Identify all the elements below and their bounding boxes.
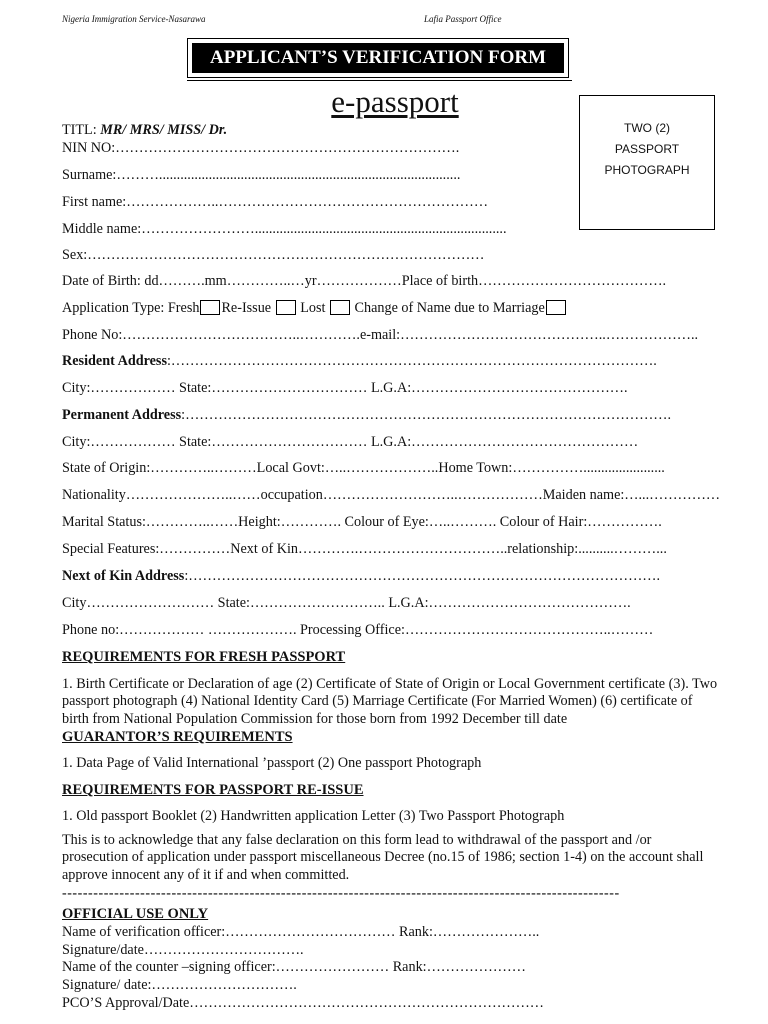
official-use-title: OFFICIAL USE ONLY: [62, 906, 209, 922]
first-name-field[interactable]: First name:………………..…………………………………………………: [62, 194, 489, 210]
form-title-box: [187, 38, 569, 78]
header-right: Lafia Passport Office: [424, 14, 502, 24]
resident-address-field[interactable]: [62, 353, 657, 370]
guarantor-requirements-text: 1. Data Page of Valid International ’passport (2) One passport Photograph: [62, 755, 482, 771]
permanent-address-label: Permanent Address: [62, 407, 182, 423]
verification-officer-field[interactable]: Name of verification officer:……………………………… Rank:…………………..: [62, 924, 540, 940]
nok-city-field[interactable]: City……………………… State:……………………….. L.G.A:…………………………………….: [62, 595, 631, 611]
fresh-checkbox[interactable]: [200, 300, 220, 315]
special-features-field[interactable]: Special Features:……………Next of Kin………….…………………………..relationship:..........………...: [62, 541, 667, 557]
guarantor-requirements-title: GUARANTOR’S REQUIREMENTS: [62, 729, 293, 745]
surname-field[interactable]: Surname:……….....................................................................................: [62, 167, 461, 183]
title-options: MR/ MRS/ MISS/ Dr.: [100, 122, 228, 138]
lost-label: Lost: [296, 300, 329, 316]
counter-signing-officer-field[interactable]: Name of the counter –signing officer:…………………… Rank:…………………: [62, 959, 526, 975]
fresh-requirements-title: REQUIREMENTS FOR FRESH PASSPORT: [62, 649, 346, 665]
acknowledgement-text: This is to acknowledge that any false declaration on this form lead to withdrawal of the passport and /or prosecution of application under passport miscellaneous Decree (no.15 of 1986; section 1-4) on the account shall approve innocent any of it if and when committed.: [62, 832, 704, 883]
reissue-checkbox[interactable]: [276, 300, 296, 315]
nin-field[interactable]: NIN NO:……………………………………………………………….: [62, 140, 460, 156]
sex-field[interactable]: Sex:…………………………………………………………………………: [62, 247, 485, 263]
fresh-requirements-text: 1. Birth Certificate or Declaration of age (2) Certificate of State of Origin or Local Government certificate (3). Two passport photograph (4) National Identity Card (5) Marriage Certificate (For Married Women) (6) certificate of birth from National Population Commission for those born from 1992 December till date: [62, 676, 718, 727]
title-divider: [187, 80, 572, 81]
photo-box-line3: PHOTOGRAPH: [604, 163, 690, 177]
permanent-address-field[interactable]: [62, 407, 671, 424]
reissue-label: Re-Issue: [221, 300, 275, 316]
nationality-field[interactable]: Nationality…………………..……occupation………………………..………………Maiden name:…...……………: [62, 487, 721, 503]
dashed-divider: -----------------------------------------------------------------------------------------------------------: [62, 886, 620, 901]
lost-checkbox[interactable]: [330, 300, 350, 315]
phone-email-field[interactable]: Phone No:………………………………..………….e-mail:……………………………………..………………..: [62, 327, 699, 343]
resident-address-label: Resident Address: [62, 353, 167, 369]
resident-address-dots: :………………………………………………………………………………………….: [166, 353, 657, 369]
nok-address-label: Next of Kin Address: [62, 568, 185, 584]
nok-address-dots: :……………………………………………………………………………………….: [184, 568, 660, 584]
marital-field[interactable]: Marital Status:…………..……Height:…………. Colour of Eye:…..………. Colour of Hair:…………….: [62, 514, 662, 530]
middle-name-field[interactable]: Middle name:…………………….......................................................................: [62, 221, 507, 237]
epassport-subtitle: e-passport: [331, 84, 459, 119]
title-field[interactable]: [62, 122, 227, 139]
change-name-checkbox[interactable]: [546, 300, 566, 315]
change-name-label: Change of Name due to Marriage: [350, 300, 545, 316]
reissue-requirements-text: 1. Old passport Booklet (2) Handwritten application Letter (3) Two Passport Photograph: [62, 808, 565, 824]
app-type-label: Application Type: Fresh: [62, 300, 200, 316]
title-label: TITL:: [62, 122, 101, 138]
passport-photo-box: [579, 95, 715, 230]
dob-field[interactable]: Date of Birth: dd……….mm…………..…yr………………Place of birth………………………………….: [62, 273, 667, 289]
resident-city-field[interactable]: City:……………… State:…………………………… L.G.A:……………………………………….: [62, 380, 628, 396]
pco-approval-field[interactable]: PCO’S Approval/Date…………………………………………………………………: [62, 995, 544, 1011]
origin-field[interactable]: State of Origin:…………..………Local Govt:…..………………..Home Town:…………….......................: [62, 460, 665, 476]
form-title: APPLICANT’S VERIFICATION FORM: [192, 43, 564, 73]
signature-date-2-field[interactable]: Signature/ date:………………………….: [62, 977, 297, 993]
phone-office-field[interactable]: Phone no:……………… ………………. Processing Office:……………………………………..………: [62, 622, 654, 638]
application-type-row: [62, 300, 567, 317]
signature-date-1-field[interactable]: Signature/date…………………………….: [62, 942, 304, 958]
photo-box-line1: TWO (2): [624, 121, 670, 135]
reissue-requirements-title: REQUIREMENTS FOR PASSPORT RE-ISSUE: [62, 782, 364, 798]
permanent-city-field[interactable]: City:……………… State:…………………………… L.G.A:…………………………………………: [62, 434, 639, 450]
header-left: Nigeria Immigration Service-Nasarawa: [62, 14, 206, 24]
photo-box-line2: PASSPORT: [614, 142, 680, 156]
nok-address-field[interactable]: [62, 568, 660, 585]
permanent-address-dots: :………………………………………………………………………………………….: [181, 407, 672, 423]
